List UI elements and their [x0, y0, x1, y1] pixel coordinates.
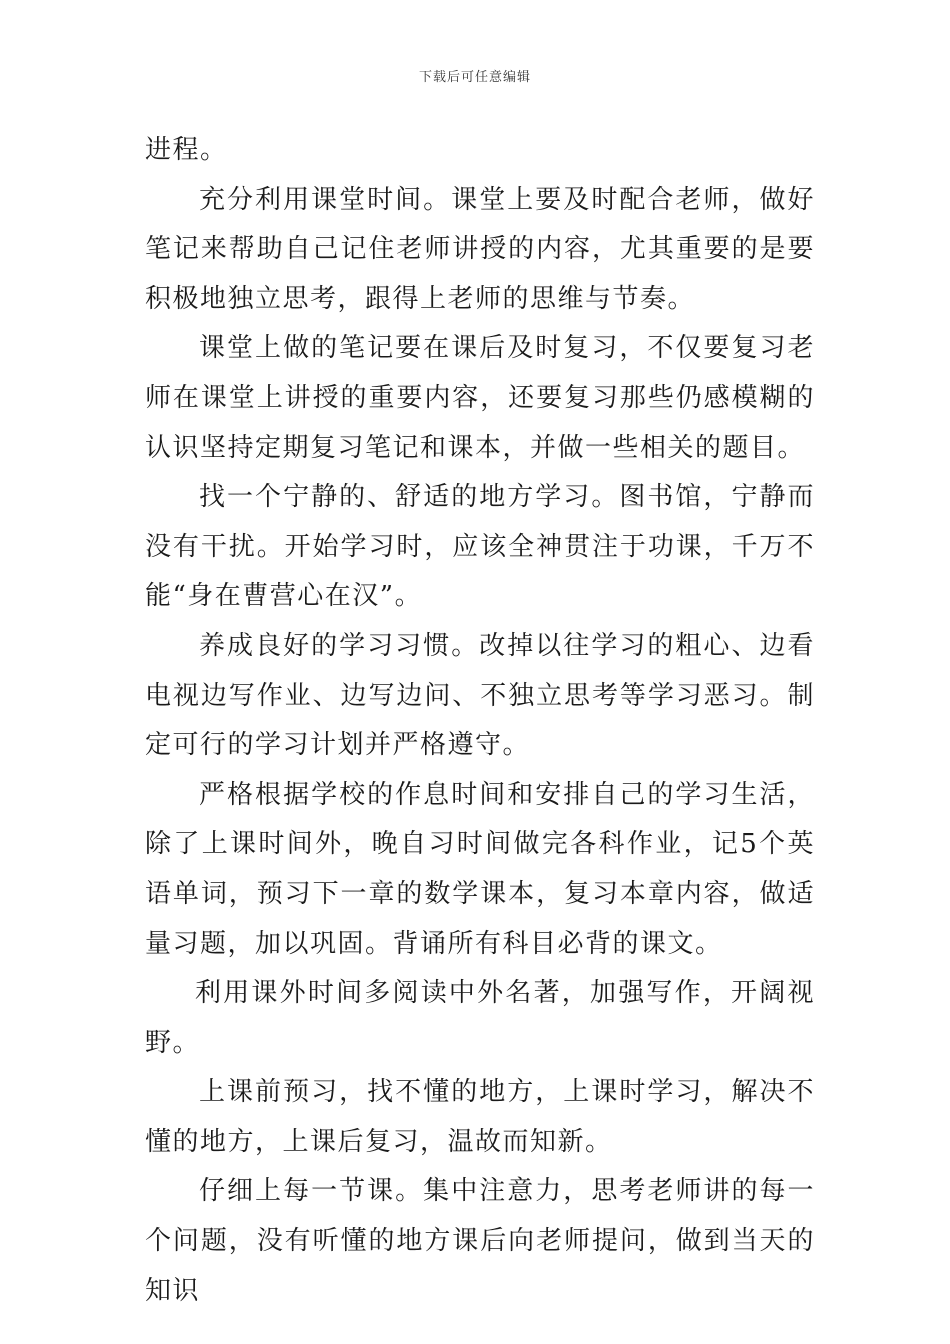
paragraph-1: 进程。 [145, 135, 228, 165]
paragraph-8: 上课前预习，找不懂的地方，上课时学习，解决不懂的地方，上课后复习，温故而知新。 [145, 1077, 815, 1157]
paragraph-4: 找一个宁静的、舒适的地方学习。图书馆，宁静而没有干扰。开始学习时，应该全神贯注于功课，千万不能“身在曹营心在汉”。 [145, 482, 815, 612]
paragraph-6: 严格根据学校的作息时间和安排自己的学习生活，除了上课时间外，晚自习时间做完各科作业，记5个英语单词，预习下一章的数学课本，复习本章内容，做适量习题，加以巩固。背诵所有科目必背的课文。 [145, 779, 815, 959]
page-header: 下载后可任意编辑 [418, 70, 531, 85]
paragraph-3: 课堂上做的笔记要在课后及时复习，不仅要复习老师在课堂上讲授的重要内容，还要复习那些仍感模糊的认识坚持定期复习笔记和课本，并做一些相关的题目。 [145, 333, 815, 463]
paragraph-7: 利用课外时间多阅读中外名著，加强写作，开阔视野。 [145, 978, 815, 1058]
paragraph-2: 充分利用课堂时间。课堂上要及时配合老师，做好笔记来帮助自己记住老师讲授的内容，尤其重要的是要积极地独立思考，跟得上老师的思维与节奏。 [145, 184, 815, 314]
document-body [145, 126, 815, 1316]
paragraph-9: 仔细上每一节课。集中注意力，思考老师讲的每一个问题，没有听懂的地方课后向老师提问，做到当天的知识 [145, 1176, 815, 1306]
paragraph-5: 养成良好的学习习惯。改掉以往学习的粗心、边看电视边写作业、边写边问、不独立思考等学习恶习。制定可行的学习计划并严格遵守。 [145, 630, 815, 761]
